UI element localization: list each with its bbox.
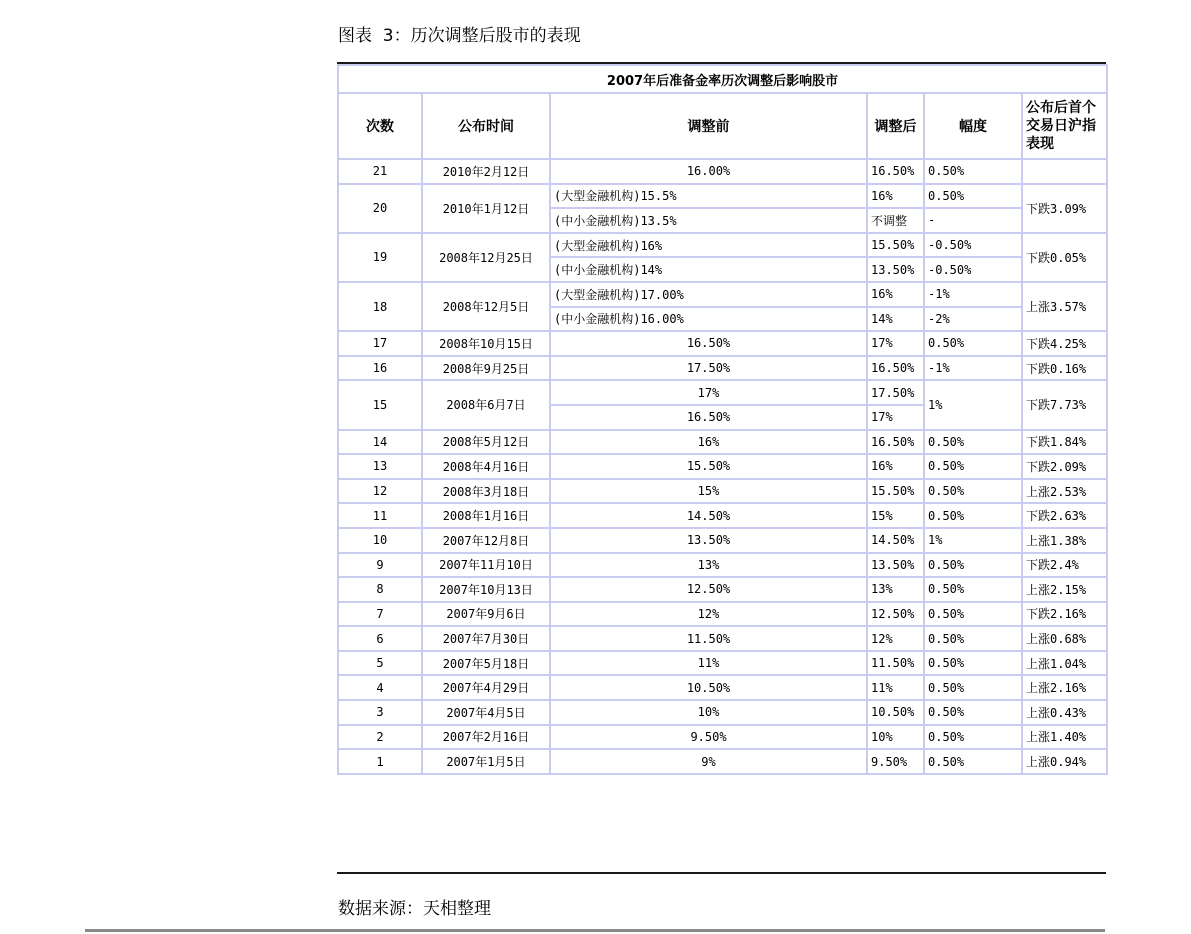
cell-before: (中小金融机构)16.00%	[550, 307, 867, 332]
table-row	[338, 159, 1107, 184]
table-row	[338, 454, 1107, 479]
cell-after: 14.50%	[867, 528, 924, 553]
cell-before: 16.50%	[550, 331, 867, 356]
cell-count: 11	[338, 503, 422, 528]
cell-count: 17	[338, 331, 422, 356]
cell-after: 15.50%	[867, 233, 924, 258]
cell-after: 16%	[867, 184, 924, 209]
cell-range: -	[924, 208, 1022, 233]
cell-count: 4	[338, 675, 422, 700]
cell-range: 0.50%	[924, 553, 1022, 578]
cell-date: 2007年11月10日	[422, 553, 550, 578]
cell-date: 2008年12月5日	[422, 282, 550, 331]
bottom-rule	[85, 929, 1105, 932]
cell-performance	[1022, 159, 1107, 184]
cell-after: 10.50%	[867, 700, 924, 725]
cell-range: 0.50%	[924, 503, 1022, 528]
cell-date: 2007年9月6日	[422, 602, 550, 627]
cell-range: 0.50%	[924, 479, 1022, 504]
figure-caption: 图表 3：历次调整后股市的表现	[338, 26, 581, 46]
cell-after: 12%	[867, 626, 924, 651]
table-row	[338, 528, 1107, 553]
cell-performance: 下跌0.16%	[1022, 356, 1107, 381]
cell-date: 2008年10月15日	[422, 331, 550, 356]
cell-range: 0.50%	[924, 675, 1022, 700]
cell-performance: 下跌2.4%	[1022, 553, 1107, 578]
cell-before: 11%	[550, 651, 867, 676]
table-row	[338, 577, 1107, 602]
header-after: 调整后	[867, 93, 924, 159]
cell-after: 11.50%	[867, 651, 924, 676]
cell-count: 1	[338, 749, 422, 774]
cell-range: 0.50%	[924, 159, 1022, 184]
cell-date: 2007年1月5日	[422, 749, 550, 774]
cell-range: 1%	[924, 528, 1022, 553]
cell-range: -2%	[924, 307, 1022, 332]
cell-performance: 上涨2.15%	[1022, 577, 1107, 602]
cell-range: -0.50%	[924, 257, 1022, 282]
table-row	[338, 749, 1107, 774]
table-row	[338, 430, 1107, 455]
cell-count: 13	[338, 454, 422, 479]
cell-range: 0.50%	[924, 454, 1022, 479]
cell-after: 15%	[867, 503, 924, 528]
table-row	[338, 356, 1107, 381]
cell-after: 16%	[867, 454, 924, 479]
cell-before: 13.50%	[550, 528, 867, 553]
cell-before: (大型金融机构)15.5%	[550, 184, 867, 209]
cell-after: 13.50%	[867, 553, 924, 578]
cell-count: 15	[338, 380, 422, 429]
cell-date: 2008年3月18日	[422, 479, 550, 504]
header-count: 次数	[338, 93, 422, 159]
cell-after: 11%	[867, 675, 924, 700]
cell-count: 3	[338, 700, 422, 725]
cell-range: 1%	[924, 380, 1022, 429]
cell-performance: 上涨2.53%	[1022, 479, 1107, 504]
cell-after: 14%	[867, 307, 924, 332]
cell-before: 10%	[550, 700, 867, 725]
cell-performance: 上涨1.04%	[1022, 651, 1107, 676]
cell-after: 17%	[867, 331, 924, 356]
cell-performance: 下跌0.05%	[1022, 233, 1107, 282]
table-row	[338, 700, 1107, 725]
table-title-row	[338, 65, 1107, 93]
cell-count: 9	[338, 553, 422, 578]
cell-range: 0.50%	[924, 725, 1022, 750]
cell-count: 21	[338, 159, 422, 184]
cell-count: 10	[338, 528, 422, 553]
cell-count: 19	[338, 233, 422, 282]
cell-performance: 上涨2.16%	[1022, 675, 1107, 700]
cell-before: 15.50%	[550, 454, 867, 479]
cell-after: 17%	[867, 405, 924, 430]
cell-after: 15.50%	[867, 479, 924, 504]
cell-count: 2	[338, 725, 422, 750]
cell-after: 16.50%	[867, 430, 924, 455]
cell-after: 12.50%	[867, 602, 924, 627]
reserve-ratio-table-frame	[337, 62, 1106, 874]
cell-range: 0.50%	[924, 577, 1022, 602]
cell-before: (大型金融机构)16%	[550, 233, 867, 258]
table-row	[338, 553, 1107, 578]
cell-performance: 上涨0.68%	[1022, 626, 1107, 651]
table-title: 2007年后准备金率历次调整后影响股市	[338, 65, 1107, 93]
cell-performance: 下跌1.84%	[1022, 430, 1107, 455]
cell-after: 16%	[867, 282, 924, 307]
cell-count: 5	[338, 651, 422, 676]
cell-count: 20	[338, 184, 422, 233]
cell-performance: 上涨3.57%	[1022, 282, 1107, 331]
cell-performance: 下跌2.16%	[1022, 602, 1107, 627]
cell-after: 13%	[867, 577, 924, 602]
cell-before: 14.50%	[550, 503, 867, 528]
cell-before: (大型金融机构)17.00%	[550, 282, 867, 307]
cell-date: 2008年4月16日	[422, 454, 550, 479]
table-row	[338, 675, 1107, 700]
cell-date: 2008年1月16日	[422, 503, 550, 528]
cell-range: 0.50%	[924, 651, 1022, 676]
cell-performance: 下跌2.63%	[1022, 503, 1107, 528]
table-row	[338, 380, 1107, 405]
cell-after: 16.50%	[867, 356, 924, 381]
cell-range: 0.50%	[924, 602, 1022, 627]
cell-count: 14	[338, 430, 422, 455]
cell-range: 0.50%	[924, 749, 1022, 774]
cell-performance: 下跌2.09%	[1022, 454, 1107, 479]
cell-date: 2007年10月13日	[422, 577, 550, 602]
cell-range: 0.50%	[924, 430, 1022, 455]
cell-before: 15%	[550, 479, 867, 504]
table-header-row	[338, 93, 1107, 159]
cell-range: -1%	[924, 356, 1022, 381]
cell-date: 2008年12月25日	[422, 233, 550, 282]
cell-after: 17.50%	[867, 380, 924, 405]
cell-range: 0.50%	[924, 626, 1022, 651]
cell-date: 2008年5月12日	[422, 430, 550, 455]
cell-before: (中小金融机构)13.5%	[550, 208, 867, 233]
cell-performance: 下跌7.73%	[1022, 380, 1107, 429]
cell-performance: 上涨0.43%	[1022, 700, 1107, 725]
cell-count: 18	[338, 282, 422, 331]
cell-date: 2008年9月25日	[422, 356, 550, 381]
cell-performance: 下跌3.09%	[1022, 184, 1107, 233]
table-row	[338, 184, 1107, 209]
cell-date: 2007年4月29日	[422, 675, 550, 700]
cell-count: 6	[338, 626, 422, 651]
cell-date: 2007年5月18日	[422, 651, 550, 676]
data-source: 数据来源：天相整理	[338, 899, 491, 919]
cell-before: 11.50%	[550, 626, 867, 651]
cell-date: 2007年2月16日	[422, 725, 550, 750]
cell-before: 10.50%	[550, 675, 867, 700]
cell-range: -0.50%	[924, 233, 1022, 258]
cell-performance: 上涨0.94%	[1022, 749, 1107, 774]
cell-before: 12%	[550, 602, 867, 627]
table-row	[338, 651, 1107, 676]
cell-performance: 上涨1.40%	[1022, 725, 1107, 750]
cell-before: 17.50%	[550, 356, 867, 381]
table-row	[338, 602, 1107, 627]
cell-date: 2007年12月8日	[422, 528, 550, 553]
cell-after: 9.50%	[867, 749, 924, 774]
table-row	[338, 626, 1107, 651]
cell-after: 不调整	[867, 208, 924, 233]
cell-range: 0.50%	[924, 184, 1022, 209]
cell-after: 10%	[867, 725, 924, 750]
cell-count: 12	[338, 479, 422, 504]
header-index-performance: 公布后首个交易日沪指表现	[1022, 93, 1107, 159]
cell-count: 16	[338, 356, 422, 381]
cell-count: 7	[338, 602, 422, 627]
header-before: 调整前	[550, 93, 867, 159]
cell-date: 2007年4月5日	[422, 700, 550, 725]
table-row	[338, 725, 1107, 750]
header-date: 公布时间	[422, 93, 550, 159]
cell-range: 0.50%	[924, 331, 1022, 356]
reserve-ratio-table	[337, 64, 1108, 775]
cell-before: 9.50%	[550, 725, 867, 750]
cell-before: (中小金融机构)14%	[550, 257, 867, 282]
cell-date: 2010年2月12日	[422, 159, 550, 184]
cell-date: 2010年1月12日	[422, 184, 550, 233]
header-range: 幅度	[924, 93, 1022, 159]
cell-performance: 下跌4.25%	[1022, 331, 1107, 356]
cell-range: -1%	[924, 282, 1022, 307]
cell-before: 9%	[550, 749, 867, 774]
cell-before: 17%	[550, 380, 867, 405]
cell-before: 12.50%	[550, 577, 867, 602]
table-row	[338, 331, 1107, 356]
cell-performance: 上涨1.38%	[1022, 528, 1107, 553]
cell-after: 13.50%	[867, 257, 924, 282]
table-row	[338, 503, 1107, 528]
table-row	[338, 233, 1107, 258]
cell-before: 16.50%	[550, 405, 867, 430]
table-row	[338, 282, 1107, 307]
cell-before: 16.00%	[550, 159, 867, 184]
cell-before: 16%	[550, 430, 867, 455]
cell-range: 0.50%	[924, 700, 1022, 725]
cell-before: 13%	[550, 553, 867, 578]
cell-after: 16.50%	[867, 159, 924, 184]
cell-count: 8	[338, 577, 422, 602]
table-row	[338, 479, 1107, 504]
cell-date: 2007年7月30日	[422, 626, 550, 651]
cell-date: 2008年6月7日	[422, 380, 550, 429]
